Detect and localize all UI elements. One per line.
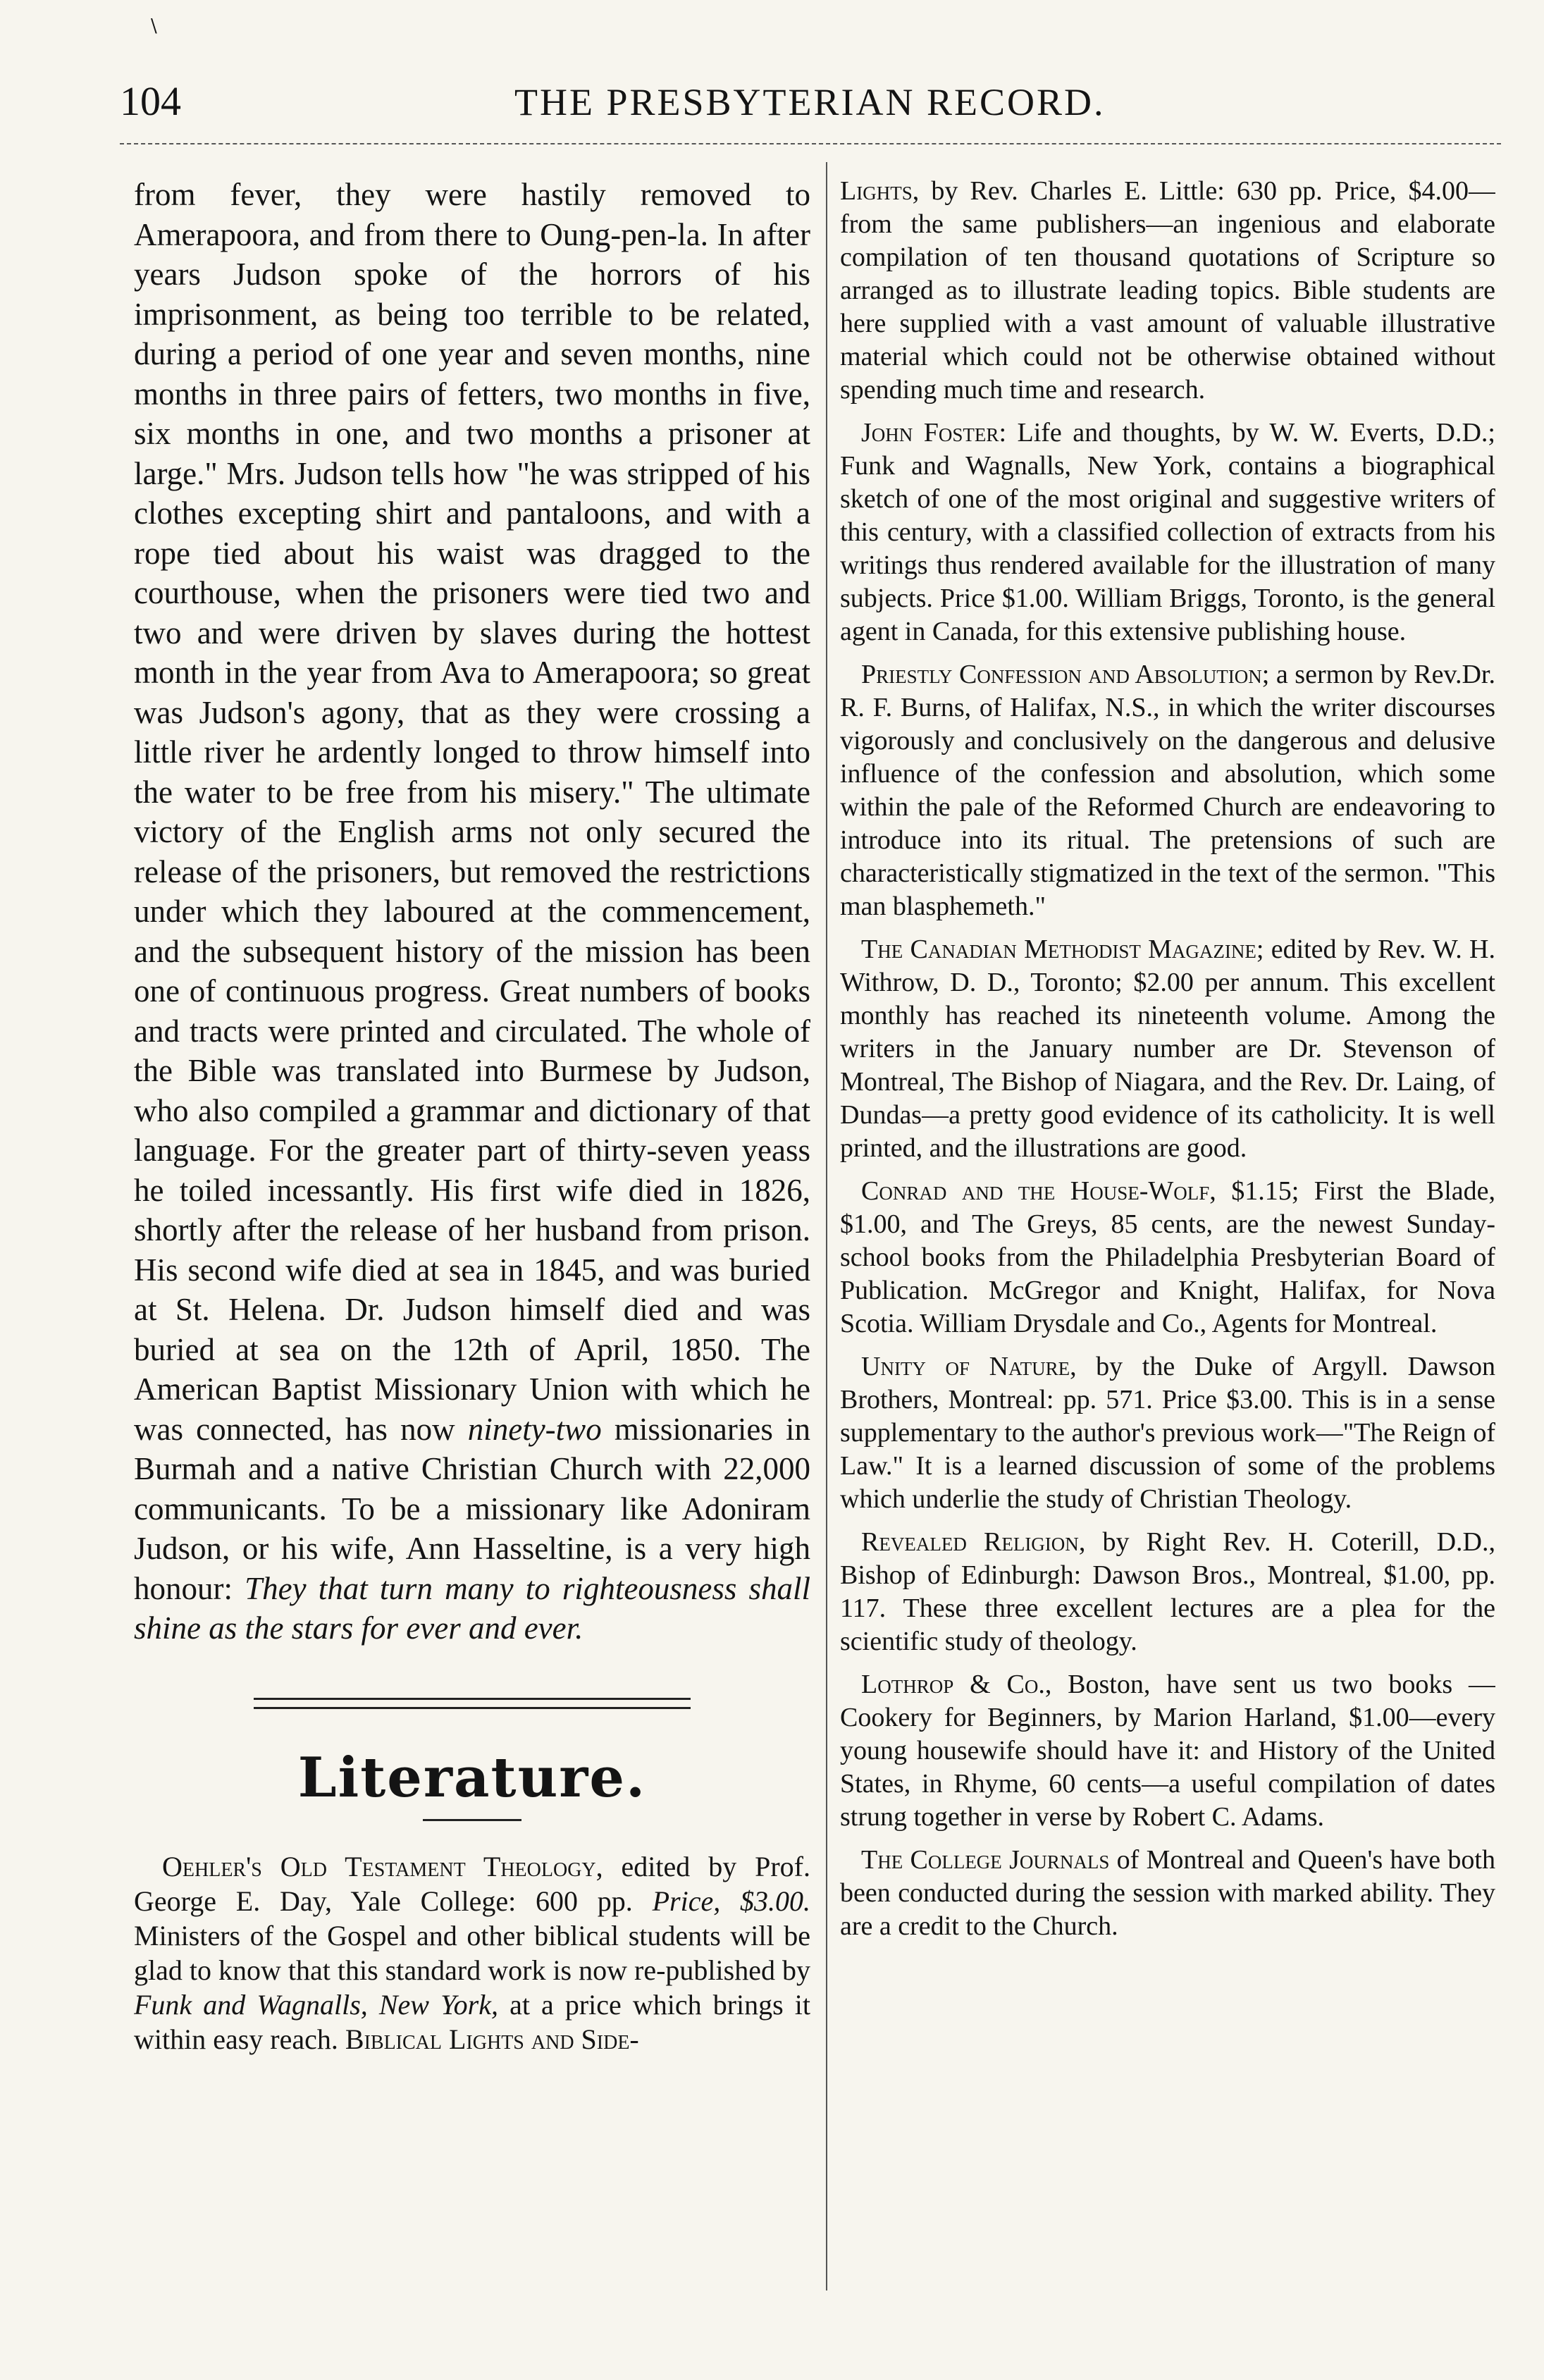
- missionaries-count: ninety-two: [467, 1411, 602, 1447]
- section-heading: Literature.: [297, 1745, 647, 1810]
- left-column: [134, 175, 810, 2324]
- review-title: John Foster: [861, 418, 999, 448]
- heading-rule: [423, 1819, 521, 1821]
- review-entry: Lothrop & Co., Boston, have sent us two books —Cookery for Beginners, by Marion Harland, $1.00—every young housewife should have it: and History of the United States, in Rhyme, 60 cents—a useful compilation of dates strung together in verse by Robert C. Adams.: [840, 1670, 1495, 1832]
- review-entry: Revealed Religion, by Right Rev. H. Coterill, D.D., Bishop of Edinburgh: Dawson Bros., Montreal, $1.00, pp. 117. These three excellent lectures are a plea for the scientific study of theology.: [840, 1527, 1495, 1656]
- corner-mark: \: [151, 16, 157, 37]
- header-rule: [120, 143, 1501, 144]
- review-title: The Canadian Methodist Magazine: [861, 935, 1256, 964]
- review-entry: Unity of Nature, by the Duke of Argyll. Dawson Brothers, Montreal: pp. 571. Price $3.00. This is in a sense supplementary to the author's previous work—"The Reign of Law." It is a learned discussion of some of the problems which underlie the study of Christian Theology.: [840, 1352, 1495, 1514]
- page-header: [120, 78, 1501, 134]
- review-title: Revealed Religion: [861, 1527, 1079, 1557]
- page-number: 104: [120, 78, 181, 124]
- review-entry: John Foster: Life and thoughts, by W. W. Everts, D.D.; Funk and Wagnalls, New York, contains a biographical sketch of one of the most original and suggestive writers of this century, with a classified collection of extracts from his writings thus rendered available for the illustration of many subjects. Price $1.00. William Briggs, Toronto, is the general agent in Canada, for this extensive publishing house.: [840, 418, 1495, 646]
- section-divider: [254, 1698, 691, 1716]
- review-title: Lights: [840, 176, 913, 206]
- review-title: Lothrop & Co.: [861, 1670, 1045, 1699]
- review-entry: The College Journals of Montreal and Queen's have both been conducted during the session with marked ability. They are a credit to the Church.: [840, 1845, 1495, 1941]
- review-title: Unity of Nature: [861, 1352, 1070, 1381]
- review-title: Biblical Lights and Side-: [345, 2023, 639, 2055]
- review-entry: Conrad and the House-Wolf, $1.15; First the Blade, $1.00, and The Greys, 85 cents, are the newest Sunday-school books from the Philadelphia Presbyterian Board of Publication. McGregor and Knight, Halifax, for Nova Scotia. William Drysdale and Co., Agents for Montreal.: [840, 1176, 1495, 1338]
- journal-title: THE PRESBYTERIAN RECORD.: [514, 81, 1106, 123]
- review-title: Oehler's Old Testament Theology: [162, 1851, 596, 1882]
- review-entry: Lights, by Rev. Charles E. Little: 630 pp. Price, $4.00—from the same publishers—an ingenious and elaborate compilation of ten thousand quotations of Scripture so arranged as to illustrate leading topics. Bible students are here supplied with a vast amount of valuable illustrative material which could not be otherwise obtained without spending much time and research.: [840, 176, 1495, 405]
- review-title: Priestly Confession and Absolution: [861, 660, 1262, 689]
- article-body: from fever, they were hastily removed to Amerapoora, and from there to Oung-pen-la. In after years Judson spoke of the horrors of his imprisonment, as being too terrible to be related, during a period of one year and seven months, nine months in three pairs of fetters, two months in five, six months in one, and two months a prisoner at large." Mrs. Judson tells how "he was stripped of his clothes excepting shirt and pantaloons, and with a rope tied about his waist was dragged to the courthouse, when the prisoners were tied two and two and were driven by slaves during the hottest month in the year from Ava to Amerapoora; so great was Judson's agony, that as they were crossing a little river he ardently longed to throw himself into the water to be free from his misery." The ultimate victory of the English arms not only secured the release of the prisoners, but removed the restrictions under which they laboured at the commencement, and the subsequent history of the mission has been one of continuous progress. Great numbers of books and tracts were printed and circulated. The whole of the Bible was translated into Burmese by Judson, who also compiled a grammar and dictionary of that language. For the greater part of thirty-seven yeass he toiled incessantly. His first wife died in 1826, shortly after the release of her husband from prison. His second wife died at sea in 1845, and was buried at St. Helena. Dr. Judson himself died and was buried at sea on the 12th of April, 1850. The American Baptist Missionary Union with which he was connected, has now ninety-two missionaries in Burmah and a native Christian Church with 22,000 communicants. To be a missionary like Adoniram Judson, or his wife, Ann Hasseltine, is a very high honour: They that turn many to righteousness shall shine as the stars for ever and ever.: [134, 177, 810, 1646]
- closing-quote: They that turn many to righteousness shall shine as the stars for ever and ever.: [134, 1570, 810, 1646]
- review-oehler: Oehler's Old Testament Theology, edited by Prof. George E. Day, Yale College: 600 pp. Price, $3.00. Ministers of the Gospel and other biblical students will be glad to know that this standard work is now re-published by Funk and Wagnalls, New York, at a price which brings it within easy reach. Biblical Lights and Side-: [134, 1851, 810, 2055]
- right-column: [840, 175, 1495, 2324]
- column-divider: [826, 162, 827, 2290]
- review-entry: Priestly Confession and Absolution; a sermon by Rev.Dr. R. F. Burns, of Halifax, N.S., in which the writer discourses vigorously and conclusively on the dangerous and delusive influence of the confession and absolution, which some within the pale of the Reformed Church are endeavoring to introduce into its ritual. The pretensions of such are characteristically stigmatized in the text of the sermon. "This man blasphemeth.": [840, 660, 1495, 921]
- review-entry: The Canadian Methodist Magazine; edited by Rev. W. H. Withrow, D. D., Toronto; $2.00 per annum. This excellent monthly has reached its nineteenth volume. Among the writers in the January number are Dr. Stevenson of Montreal, The Bishop of Niagara, and the Rev. Dr. Laing, of Dundas—a pretty good evidence of its catholicity. It is well printed, and the illustrations are good.: [840, 935, 1495, 1163]
- review-title: Conrad and the House-Wolf: [861, 1176, 1210, 1206]
- review-title: The College Journals: [861, 1845, 1110, 1875]
